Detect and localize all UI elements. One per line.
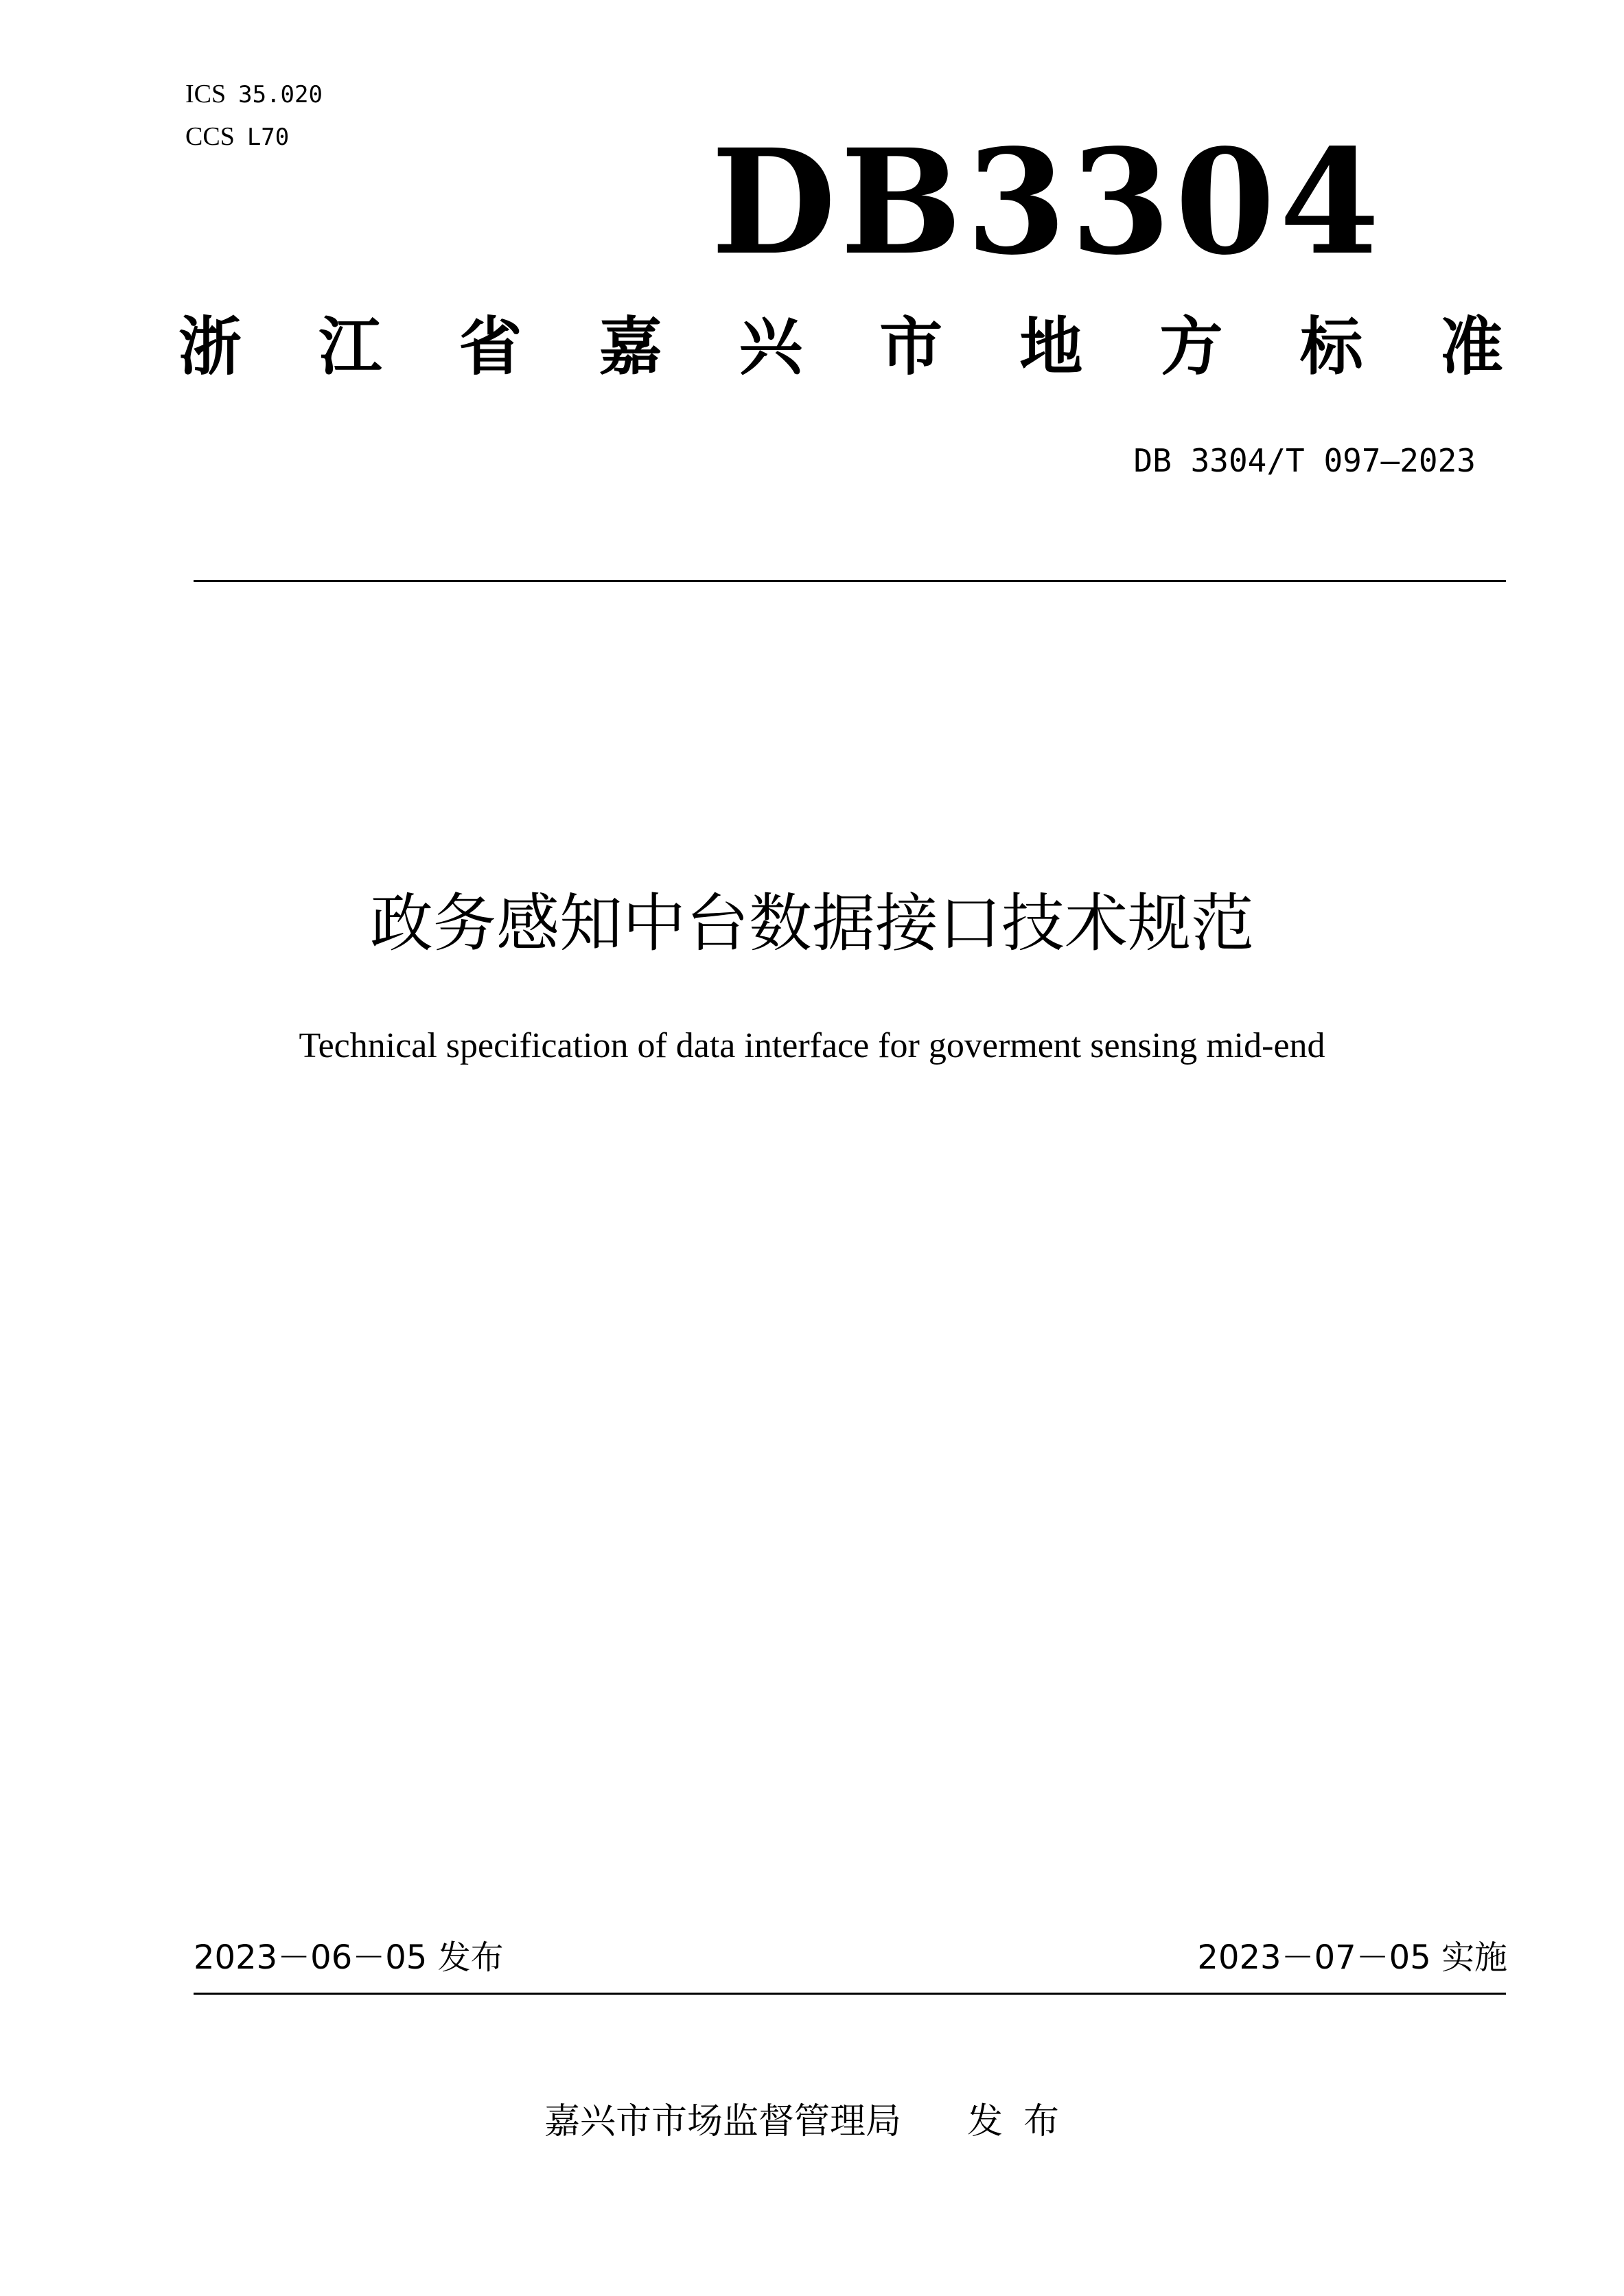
- ccs-code: [185, 124, 289, 150]
- issuer-name: 嘉兴市市场监督管理局: [544, 2101, 901, 2142]
- category-title-char: 浙: [178, 310, 242, 384]
- ics-value: 35.020: [238, 81, 323, 108]
- footer-divider: [194, 1993, 1506, 1995]
- document-title-english: Technical specification of data interface for goverment sensing mid-end: [299, 1026, 1325, 1065]
- issuer-line: [0, 2101, 1624, 2142]
- category-title-char: 嘉: [599, 310, 662, 384]
- standard-number: DB 3304/T 097—2023: [1133, 442, 1476, 479]
- ccs-value: L70: [246, 124, 290, 151]
- category-title-char: 准: [1439, 310, 1503, 384]
- publish-date: 2023－06－05 发布: [194, 1938, 504, 1977]
- header-divider: [194, 580, 1506, 582]
- document-title-chinese: 政务感知中台数据接口技术规范: [369, 887, 1254, 960]
- category-title-char: 市: [879, 310, 943, 384]
- standard-category-title: [178, 310, 1503, 384]
- category-title-char: 省: [459, 310, 522, 384]
- effective-date: 2023－07－05 实施: [1197, 1938, 1507, 1977]
- ccs-label: CCS: [185, 122, 235, 151]
- ics-label: ICS: [185, 80, 227, 108]
- category-title-char: 地: [1019, 310, 1083, 384]
- category-title-char: 兴: [739, 310, 802, 384]
- category-title-char: 方: [1159, 310, 1223, 384]
- category-title-char: 江: [318, 310, 382, 384]
- db-standard-mark: DB3304: [710, 117, 1384, 287]
- ics-code: [185, 81, 323, 107]
- issuer-action: 发布: [967, 2101, 1080, 2142]
- category-title-char: 标: [1299, 310, 1363, 384]
